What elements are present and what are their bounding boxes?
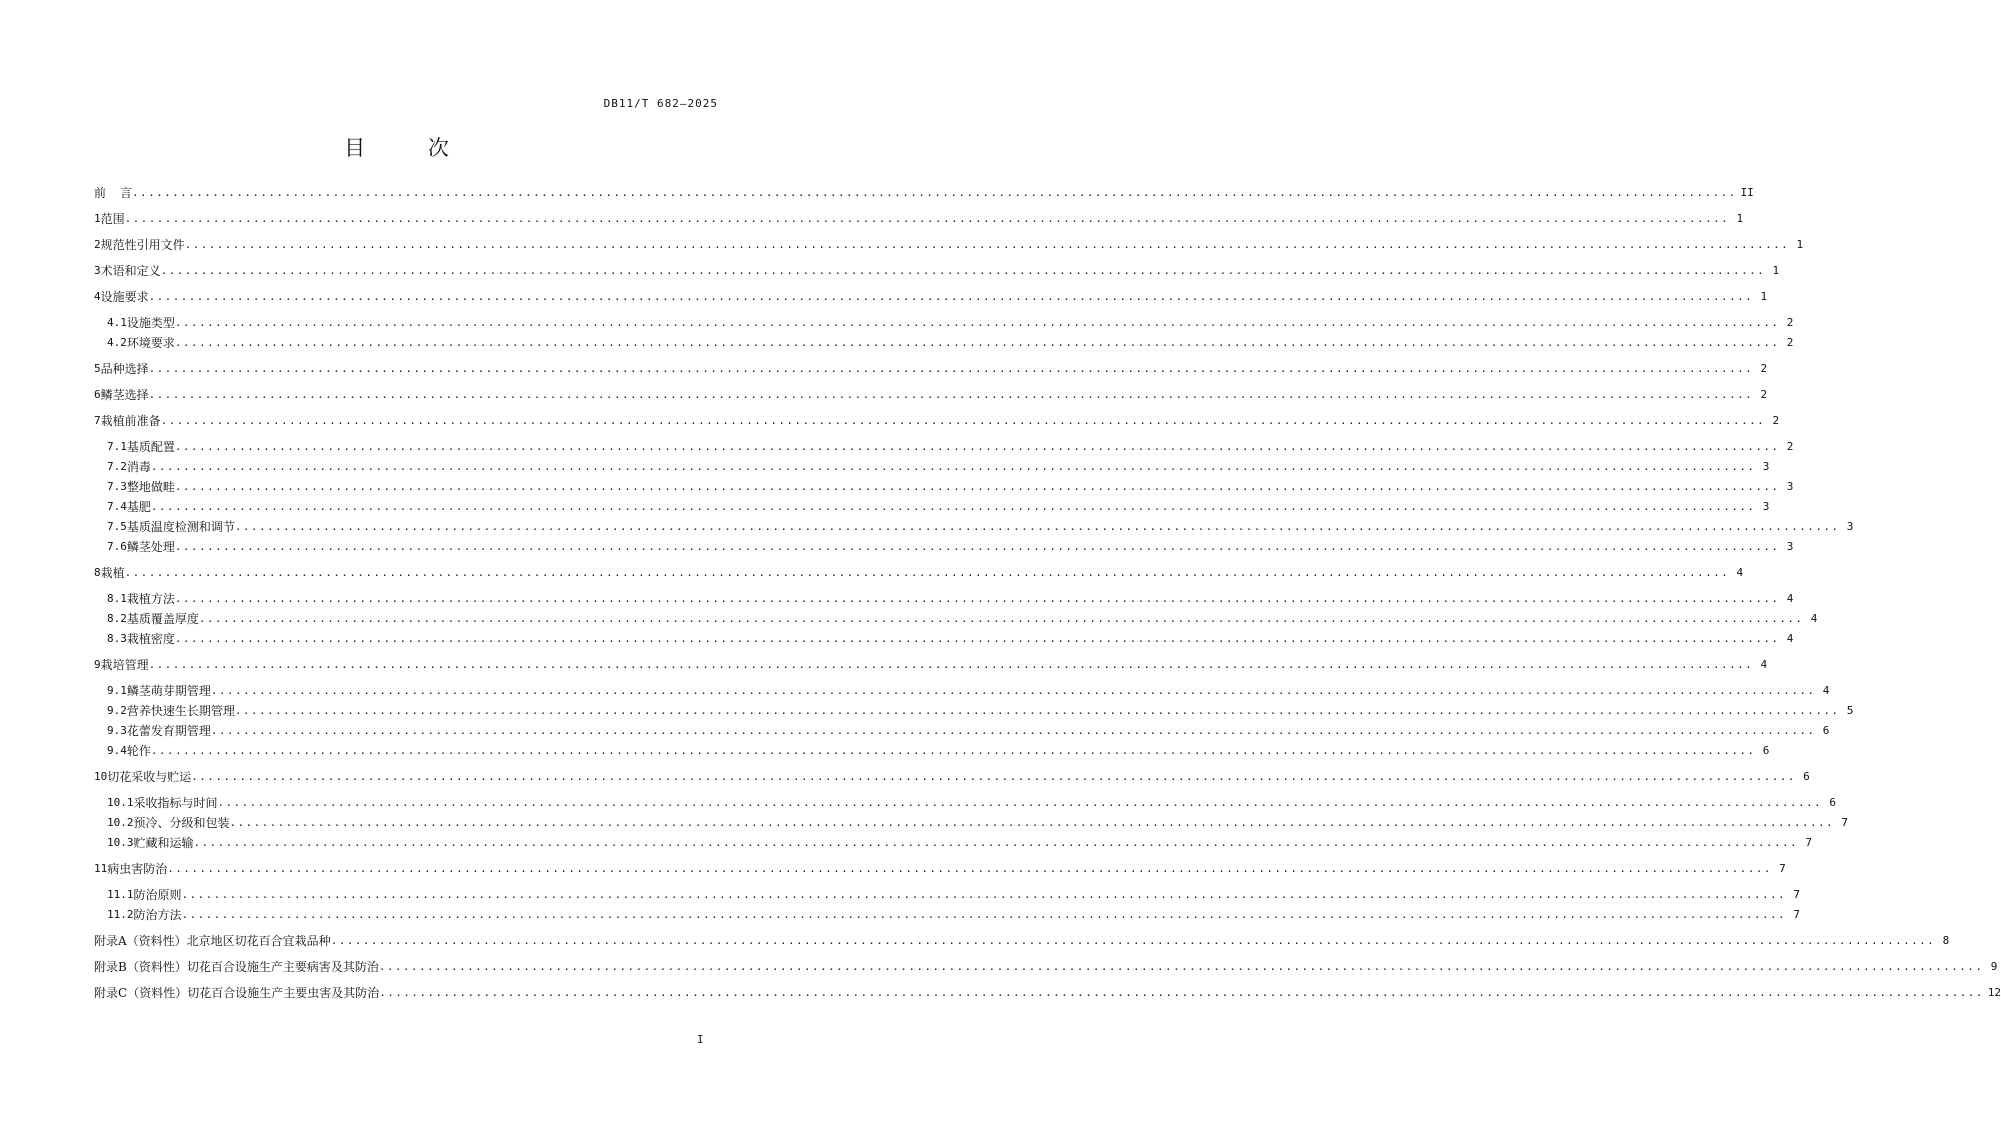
toc-leader-dots: ........................................................................................................................................................................................................ [184, 238, 1790, 251]
toc-leader-dots: ........................................................................................................................................................................................................ [174, 336, 1780, 349]
toc-entry-label: （资料性）北京地区切花百合宜栽品种 [126, 934, 331, 948]
toc-entry-label: 栽植密度 [126, 632, 175, 646]
toc-leader-dots: ........................................................................................................................................................................................................ [198, 612, 1804, 625]
toc-entry-number: 2 [94, 238, 101, 251]
toc-entry-page: 2 [1786, 440, 1794, 453]
toc-leader-dots: ........................................................................................................................................................................................................ [210, 684, 1816, 697]
toc-entry-page: 1 [1760, 290, 1768, 303]
toc-entry[interactable] [107, 739, 1770, 759]
toc-entry-label: 设施要求 [100, 290, 149, 304]
toc-entry[interactable] [107, 475, 1794, 495]
toc-leader-dots: ........................................................................................................................................................................................................ [160, 414, 1766, 427]
toc-entry-number: 7.1 [107, 440, 127, 453]
toc-entry-label: 防治方法 [133, 908, 182, 922]
toc-entry-page: 4 [1736, 566, 1744, 579]
toc-leader-dots: ........................................................................................................................................................................................................ [150, 500, 1756, 513]
toc-entry-page: 7 [1779, 862, 1786, 875]
toc-leader-dots: ........................................................................................................................................................................................................ [150, 460, 1756, 473]
toc-leader-dots: ........................................................................................................................................................................................................ [174, 592, 1780, 605]
toc-entry-label: 栽植前准备 [100, 414, 161, 428]
toc-entry-label: 栽植 [100, 566, 125, 580]
toc-entry-page: 7 [1793, 888, 1801, 901]
toc-entry-page: 4 [1786, 592, 1794, 605]
toc-entry-page: 8 [1942, 934, 1950, 947]
toc-leader-dots: ........................................................................................................................................................................................................ [193, 836, 1799, 849]
toc-leader-dots: ........................................................................................................................................................................................................ [234, 704, 1840, 717]
toc-entry-page: 3 [1762, 460, 1770, 473]
toc-leader-dots: ........................................................................................................................................................................................................ [148, 362, 1754, 375]
toc-entry[interactable] [94, 181, 1754, 201]
toc-leader-dots: ........................................................................................................................................................................................................ [217, 796, 1823, 809]
toc-entry-page: 6 [1829, 796, 1837, 809]
footer-page-number: I [697, 1033, 704, 1046]
toc-entry[interactable] [94, 653, 1768, 673]
toc-entry-page: 7 [1841, 816, 1849, 829]
toc-entry[interactable] [107, 791, 1837, 811]
toc-entry-label: 采收指标与时间 [133, 796, 218, 810]
toc-entry-label: 设施类型 [126, 316, 175, 330]
toc-entry-number: 4 [94, 290, 101, 303]
toc-entry[interactable] [107, 831, 1813, 851]
toc-leader-dots: ........................................................................................................................................................................................................ [174, 632, 1780, 645]
toc-entry-page: 1 [1796, 238, 1804, 251]
toc-entry-page: 1 [1772, 264, 1780, 277]
toc-entry-page: 2 [1786, 316, 1794, 329]
toc-entry-label: 基质温度检测和调节 [126, 520, 235, 534]
toc-entry[interactable] [107, 455, 1770, 475]
toc-entry-number: 8 [94, 566, 101, 579]
document-code: DB11/T 682—2025 [603, 97, 718, 110]
toc-leader-dots: ........................................................................................................................................................................................................ [210, 724, 1816, 737]
toc-leader-dots: ........................................................................................................................................................................................................ [330, 934, 1936, 947]
toc-entry-label: 栽培管理 [100, 658, 149, 672]
toc-entry[interactable] [94, 259, 1780, 279]
toc-entry-page: 5 [1846, 704, 1854, 717]
toc-entry-label: 整地做畦 [126, 480, 175, 494]
toc-entry-label: 消毒 [126, 460, 151, 474]
toc-entry-number: 5 [94, 362, 101, 375]
toc-entry[interactable] [107, 699, 1854, 719]
toc-entry[interactable] [107, 331, 1794, 351]
toc-entry-number: 9 [94, 658, 101, 671]
toc-entry[interactable] [107, 811, 1849, 831]
toc-entry[interactable] [107, 515, 1854, 535]
toc-entry-page: II [1740, 186, 1754, 199]
toc-entry[interactable] [107, 587, 1794, 607]
toc-entry-page: 4 [1822, 684, 1830, 697]
toc-entry[interactable] [94, 409, 1780, 429]
toc-entry[interactable] [94, 207, 1744, 227]
toc-entry[interactable] [107, 627, 1794, 647]
toc-entry[interactable] [94, 357, 1768, 377]
toc-entry-number: 11 [94, 862, 108, 875]
toc-entry-number: 4.1 [107, 316, 127, 329]
toc-entry-label: 基质配置 [126, 440, 175, 454]
toc-leader-dots: ........................................................................................................................................................................................................ [148, 388, 1754, 401]
toc-entry-number: 附录C [94, 986, 128, 1000]
toc-entry[interactable] [107, 719, 1830, 739]
toc-entry[interactable] [107, 903, 1801, 923]
toc-entry-page: 3 [1786, 540, 1794, 553]
toc-leader-dots: ........................................................................................................................................................................................................ [229, 816, 1835, 829]
toc-entry-label: 基质覆盖厚度 [126, 612, 199, 626]
toc-entry-label: （资料性）切花百合设施生产主要病害及其防治 [126, 960, 379, 974]
toc-entry-page: 4 [1810, 612, 1818, 625]
toc-entry[interactable] [107, 607, 1818, 627]
toc-leader-dots: ........................................................................................................................................................................................................ [174, 540, 1780, 553]
toc-entry-label: 贮藏和运输 [133, 836, 194, 850]
toc-entry-label: 轮作 [126, 744, 151, 758]
toc-leader-dots: ........................................................................................................................................................................................................ [148, 290, 1754, 303]
toc-entry-page: 2 [1760, 362, 1768, 375]
toc-entry-label: 规范性引用文件 [100, 238, 185, 252]
toc-entry-label: 鳞茎萌芽期管理 [126, 684, 211, 698]
toc-entry-label: 范围 [100, 212, 125, 226]
toc-entry-page: 7 [1805, 836, 1813, 849]
toc-entry-page: 3 [1762, 500, 1770, 513]
toc-leader-dots: ........................................................................................................................................................................................................ [174, 480, 1780, 493]
toc-entry[interactable] [107, 535, 1794, 555]
toc-entry-page: 12 [1987, 986, 2001, 999]
toc-entry-page: 4 [1760, 658, 1768, 671]
toc-leader-dots: ........................................................................................................................................................................................................ [378, 960, 1984, 973]
toc-entry[interactable] [107, 679, 1830, 699]
toc-entry[interactable] [107, 435, 1794, 455]
toc-entry-label: 鳞茎处理 [126, 540, 175, 554]
toc-entry-number: 11.2 [107, 908, 134, 921]
toc-entry-number: 10.1 [107, 796, 134, 809]
toc-entry[interactable] [94, 955, 1998, 975]
toc-entry[interactable] [94, 857, 1786, 877]
toc-leader-dots: ........................................................................................................................................................................................................ [174, 440, 1780, 453]
toc-entry-number: 4.2 [107, 336, 127, 349]
toc-entry-page: 3 [1846, 520, 1854, 533]
toc-leader-dots: ........................................................................................................................................................................................................ [181, 908, 1787, 921]
toc-entry-label: 预冷、分级和包装 [133, 816, 230, 830]
toc-entry-label: 花蕾发育期管理 [126, 724, 211, 738]
toc-leader-dots: ........................................................................................................................................................................................................ [174, 316, 1780, 329]
toc-entry-label: 切花采收与贮运 [107, 770, 192, 784]
toc-entry-page: 4 [1786, 632, 1794, 645]
toc-entry-label: 环境要求 [126, 336, 175, 350]
toc-entry-label: 营养快速生长期管理 [126, 704, 235, 718]
toc-entry-label: 基肥 [126, 500, 151, 514]
toc-leader-dots: ........................................................................................................................................................................................................ [167, 862, 1772, 875]
toc-entry-number: 6 [94, 388, 101, 401]
toc-entry-label: 术语和定义 [100, 264, 161, 278]
toc-entry-label: 防治原则 [133, 888, 182, 902]
toc-leader-dots: ........................................................................................................................................................................................................ [124, 566, 1730, 579]
toc-entry-number: 8.1 [107, 592, 127, 605]
toc-leader-dots: ........................................................................................................................................................................................................ [150, 744, 1756, 757]
toc-leader-dots: ........................................................................................................................................................................................................ [181, 888, 1787, 901]
toc-entry[interactable] [94, 561, 1744, 581]
toc-entry-label: 鳞茎选择 [100, 388, 149, 402]
page-title: 目 次 [344, 136, 477, 160]
toc-entry[interactable] [94, 285, 1768, 305]
toc-leader-dots: ........................................................................................................................................................................................................ [234, 520, 1840, 533]
toc-entry-page: 3 [1786, 480, 1794, 493]
toc-leader-dots: ........................................................................................................................................................................................................ [124, 212, 1730, 225]
toc-entry-page: 7 [1793, 908, 1801, 921]
toc-entry-number: 10.3 [107, 836, 134, 849]
toc-entry-label: 病虫害防治 [107, 862, 168, 876]
toc-entry[interactable] [107, 883, 1801, 903]
toc-entry[interactable] [94, 765, 1810, 785]
toc-leader-dots: ........................................................................................................................................................................................................ [132, 186, 1737, 199]
toc-leader-dots: ........................................................................................................................................................................................................ [160, 264, 1766, 277]
toc-entry-number: 7.6 [107, 540, 127, 553]
toc-entry-label: 栽植方法 [126, 592, 175, 606]
toc-entry-number: 10 [94, 770, 108, 783]
toc-entry-number: 8.2 [107, 612, 127, 625]
toc-leader-dots: ........................................................................................................................................................................................................ [191, 770, 1796, 783]
toc-entry-number: 7 [94, 414, 101, 427]
toc-entry[interactable] [94, 929, 1950, 949]
toc-leader-dots: ........................................................................................................................................................................................................ [379, 986, 1984, 999]
toc-entry[interactable] [94, 233, 1804, 253]
toc-entry-number: 1 [94, 212, 101, 225]
toc-entry-number: 附录B [94, 960, 127, 974]
toc-entry[interactable] [94, 981, 2001, 1001]
toc-entry-number: 9.4 [107, 744, 127, 757]
toc-entry-page: 6 [1822, 724, 1830, 737]
toc-entry[interactable] [107, 311, 1794, 331]
toc-entry-page: 2 [1760, 388, 1768, 401]
toc-entry[interactable] [94, 383, 1768, 403]
toc-entry-number: 7.5 [107, 520, 127, 533]
toc-entry-number: 10.2 [107, 816, 134, 829]
toc-entry-page: 1 [1736, 212, 1744, 225]
toc-entry-number: 7.4 [107, 500, 127, 513]
toc-entry-number: 3 [94, 264, 101, 277]
toc-entry-number: 7.3 [107, 480, 127, 493]
toc-entry-page: 6 [1762, 744, 1770, 757]
toc-leader-dots: ........................................................................................................................................................................................................ [148, 658, 1754, 671]
toc-entry-number: 前 [94, 186, 107, 200]
toc-entry-page: 2 [1772, 414, 1780, 427]
toc-entry-page: 6 [1803, 770, 1810, 783]
toc-entry-label: 言 [120, 186, 133, 200]
toc-entry-number: 附录A [94, 934, 127, 948]
toc-entry-page: 2 [1786, 336, 1794, 349]
toc-entry-number: 9.3 [107, 724, 127, 737]
toc-entry-label: 品种选择 [100, 362, 149, 376]
toc-entry[interactable] [107, 495, 1770, 515]
toc-entry-number: 7.2 [107, 460, 127, 473]
toc-entry-number: 9.2 [107, 704, 127, 717]
toc-entry-number: 11.1 [107, 888, 134, 901]
toc-entry-number: 9.1 [107, 684, 127, 697]
toc-entry-number: 8.3 [107, 632, 127, 645]
toc-entry-page: 9 [1990, 960, 1998, 973]
toc-entry-label: （资料性）切花百合设施生产主要虫害及其防治 [127, 986, 380, 1000]
